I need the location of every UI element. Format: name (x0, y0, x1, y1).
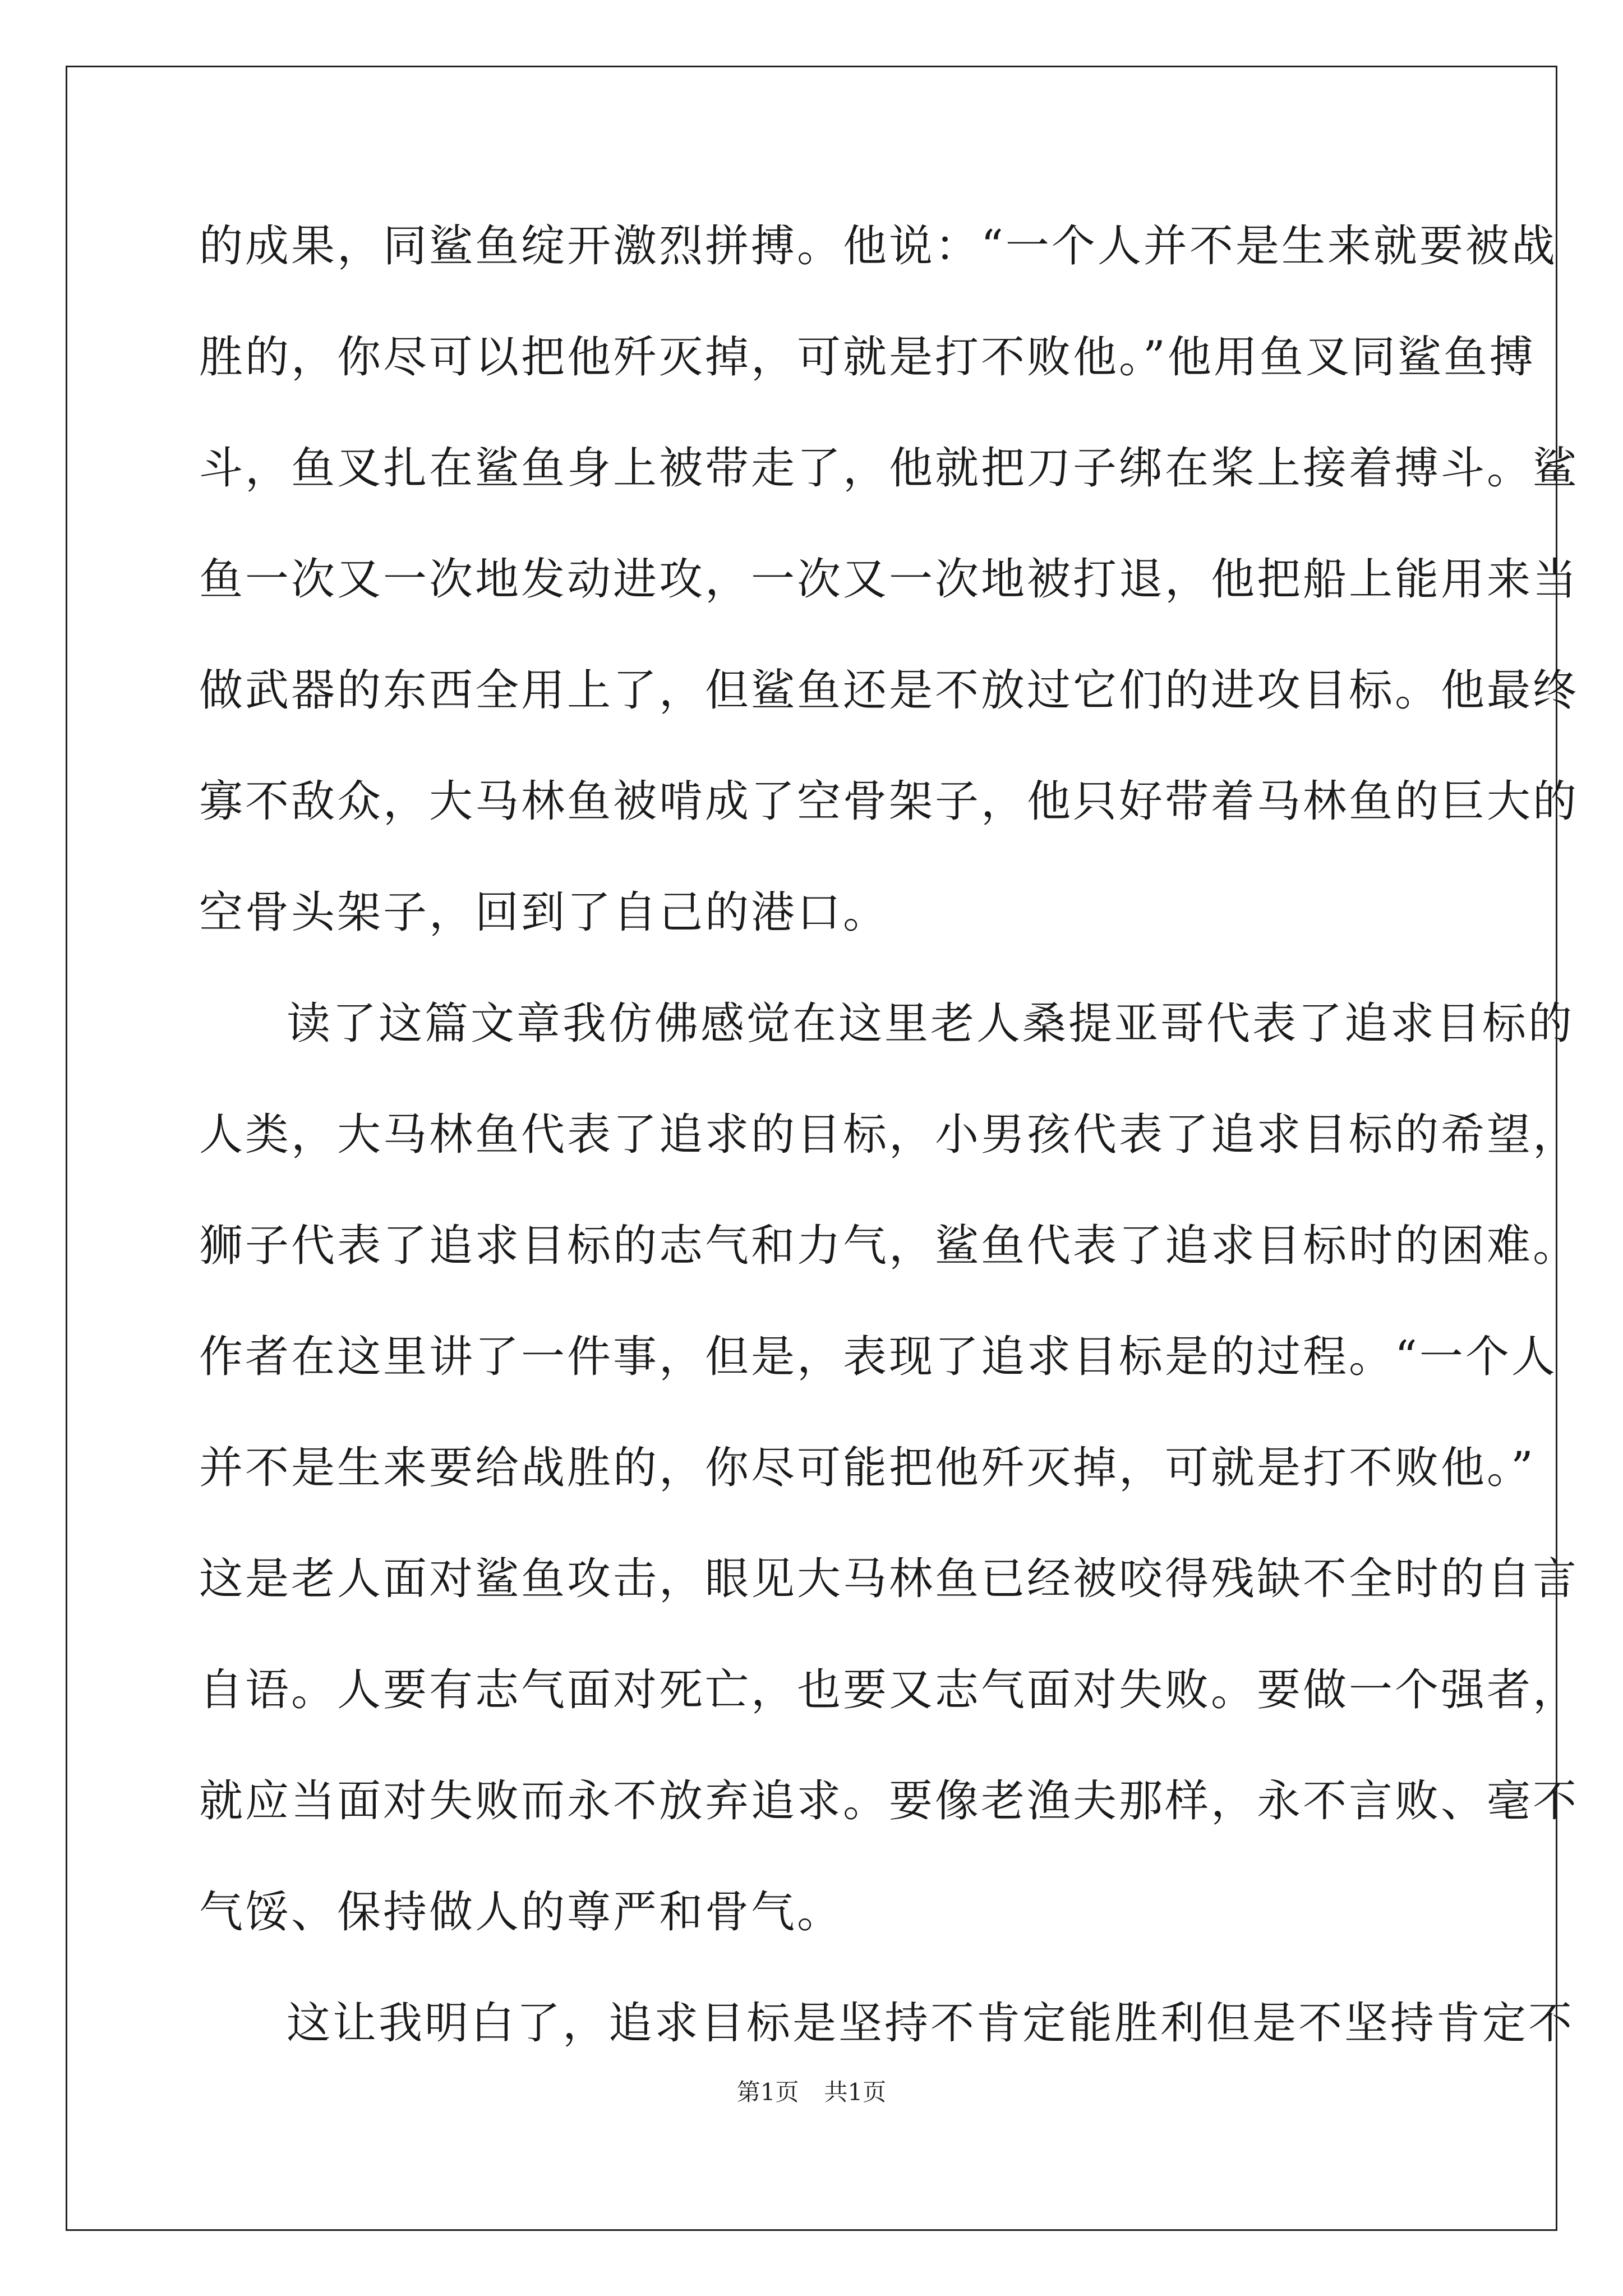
text-line: 寡不敌众，大马林鱼被啃成了空骨架子，他只好带着马林鱼的巨大的 (199, 776, 1579, 827)
text-line: 气馁、保持做人的尊严和骨气。 (199, 1887, 843, 1938)
document-body (199, 191, 1579, 2079)
text-line: 斗，鱼叉扎在鲨鱼身上被带走了，他就把刀子绑在桨上接着搏斗。鲨 (199, 443, 1579, 494)
text-line: 空骨头架子，回到了自己的港口。 (199, 887, 889, 938)
page-footer (0, 2076, 1623, 2109)
text-line: 鱼一次又一次地发动进攻，一次又一次地被打退，他把船上能用来当 (199, 554, 1579, 605)
page-total: 共1页 (824, 2078, 887, 2106)
text-line: 胜的，你尽可以把他歼灭掉，可就是打不败他。”他用鱼叉同鲨鱼搏 (199, 332, 1536, 383)
text-line: 人类，大马林鱼代表了追求的目标，小男孩代表了追求目标的希望， (199, 1110, 1579, 1160)
text-line: 就应当面对失败而永不放弃追求。要像老渔夫那样，永不言败、毫不 (199, 1776, 1579, 1826)
page-number: 第1页 (736, 2078, 799, 2106)
text-line: 做武器的东西全用上了，但鲨鱼还是不放过它们的进攻目标。他最终 (199, 665, 1579, 716)
text-line: 这是老人面对鲨鱼攻击，眼见大马林鱼已经被咬得残缺不全时的自言 (199, 1554, 1579, 1604)
paragraph-first-line: 这让我明白了，追求目标是坚持不肯定能胜利但是不坚持肯定不 (287, 1998, 1575, 2049)
text-line: 并不是生来要给战胜的，你尽可能把他歼灭掉，可就是打不败他。” (199, 1443, 1536, 1493)
text-line: 作者在这里讲了一件事，但是，表现了追求目标是的过程。“一个人 (199, 1332, 1557, 1382)
text-line: 自语。人要有志气面对死亡，也要又志气面对失败。要做一个强者， (199, 1665, 1579, 1715)
text-line: 狮子代表了追求目标的志气和力气，鲨鱼代表了追求目标时的困难。 (199, 1221, 1579, 1271)
text-line: 的成果，同鲨鱼绽开激烈拼搏。他说：“一个人并不是生来就要被战 (199, 221, 1557, 272)
paragraph-first-line: 读了这篇文章我仿佛感觉在这里老人桑提亚哥代表了追求目标的 (287, 999, 1575, 1049)
